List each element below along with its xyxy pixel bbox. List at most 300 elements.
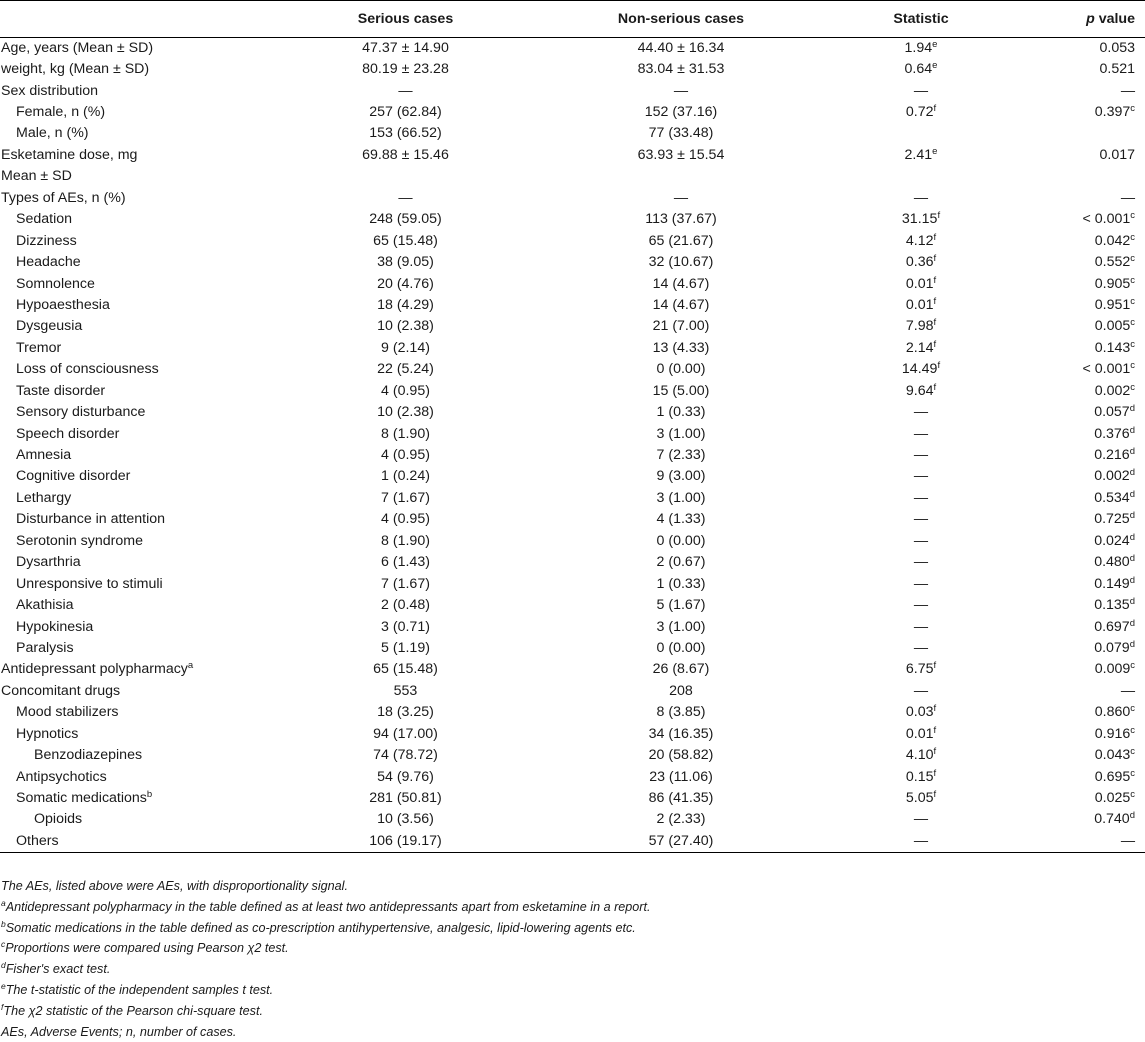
nonserious-cell: [526, 531, 836, 552]
nonserious-cell: [526, 466, 836, 487]
row-label-text: Cognitive disorder: [16, 468, 131, 485]
table-row: [0, 252, 1145, 273]
table-row: [0, 766, 1145, 787]
serious-cell: [285, 531, 526, 552]
statistic-cell-text: 2.41: [904, 146, 933, 163]
serious-cell-text: 7 (1.67): [381, 489, 430, 506]
footnote-text: The AEs, listed above were AEs, with disproportionality signal.: [1, 879, 348, 893]
p-value-cell: [1006, 59, 1145, 80]
serious-cell-text: 4 (0.95): [381, 511, 430, 528]
nonserious-cell-text: 20 (58.82): [648, 747, 714, 764]
statistic-cell-text: 0.36: [905, 254, 934, 271]
p-value-cell-text: < 0.001: [1082, 361, 1131, 378]
serious-cell: [285, 766, 526, 787]
statistic-cell-text: 6.75: [905, 661, 934, 678]
serious-cell-text: 553: [393, 682, 418, 699]
p-value-cell: [1006, 766, 1145, 787]
p-value-cell-footnote-mark: d: [1129, 446, 1135, 458]
row-label: [0, 359, 285, 380]
row-label: [0, 295, 285, 316]
p-value-cell-footnote-mark: c: [1130, 317, 1135, 329]
nonserious-cell: [526, 831, 836, 852]
nonserious-cell-text: 86 (41.35): [648, 790, 714, 807]
header-p-italic: p: [1086, 11, 1095, 27]
table-row: [0, 123, 1145, 144]
serious-cell: [285, 102, 526, 123]
footnote: [1, 876, 1141, 897]
table-row: [0, 724, 1145, 745]
serious-cell: [285, 466, 526, 487]
serious-cell-text: 4 (0.95): [381, 382, 430, 399]
row-label-text: Mood stabilizers: [16, 704, 119, 721]
table-row: [0, 166, 1145, 187]
table-row: [0, 381, 1145, 402]
statistic-cell-footnote-mark: f: [933, 338, 937, 350]
statistic-cell-text: —: [913, 511, 929, 528]
table-row: [0, 809, 1145, 830]
table-row: [0, 316, 1145, 337]
p-value-cell-footnote-mark: c: [1130, 381, 1135, 393]
p-value-cell-text: 0.005: [1094, 318, 1131, 335]
statistic-cell: [836, 745, 1006, 766]
nonserious-cell: [526, 745, 836, 766]
row-label: [0, 616, 285, 637]
row-label-text: Loss of consciousness: [16, 361, 159, 378]
table-row: [0, 788, 1145, 809]
statistic-cell-footnote-mark: f: [933, 103, 937, 115]
statistic-cell: [836, 831, 1006, 852]
table-row: [0, 445, 1145, 466]
statistic-cell-text: 4.12: [905, 232, 934, 249]
nonserious-cell-text: 1 (0.33): [656, 404, 706, 421]
row-label-text: Serotonin syndrome: [16, 532, 143, 549]
serious-cell: [285, 659, 526, 680]
table-row: [0, 702, 1145, 723]
p-value-cell-footnote-mark: c: [1130, 746, 1135, 758]
table-row: [0, 531, 1145, 552]
statistic-cell: [836, 466, 1006, 487]
statistic-cell: [836, 638, 1006, 659]
serious-cell: [285, 445, 526, 466]
p-value-cell: [1006, 681, 1145, 702]
footnote: [1, 1001, 1141, 1022]
footnote-text: The t-statistic of the independent samples t test.: [5, 982, 274, 997]
serious-cell-text: 257 (62.84): [369, 104, 442, 121]
serious-cell: [285, 552, 526, 573]
row-label: [0, 488, 285, 509]
statistic-cell: [836, 509, 1006, 530]
p-value-cell-footnote-mark: d: [1129, 403, 1135, 415]
p-value-cell-footnote-mark: d: [1129, 596, 1135, 608]
table-row: [0, 209, 1145, 230]
p-value-cell: [1006, 809, 1145, 830]
nonserious-cell-text: 1 (0.33): [656, 575, 706, 592]
serious-cell-text: 20 (4.76): [377, 275, 434, 292]
p-value-cell-footnote-mark: c: [1130, 767, 1135, 779]
p-value-cell-footnote-mark: c: [1130, 360, 1135, 372]
p-value-cell: [1006, 166, 1145, 187]
statistic-cell: [836, 766, 1006, 787]
statistic-cell: [836, 145, 1006, 166]
p-value-cell: [1006, 466, 1145, 487]
p-value-cell-footnote-mark: c: [1130, 210, 1135, 222]
nonserious-cell-text: 13 (4.33): [652, 339, 710, 356]
nonserious-cell: [526, 102, 836, 123]
row-label: [0, 466, 285, 487]
p-value-cell: [1006, 552, 1145, 573]
nonserious-cell: [526, 295, 836, 316]
table-row: [0, 230, 1145, 251]
nonserious-cell: [526, 381, 836, 402]
nonserious-cell-text: 3 (1.00): [656, 489, 706, 506]
nonserious-cell-text: 57 (27.40): [648, 832, 714, 849]
nonserious-cell-text: 2 (2.33): [656, 811, 706, 828]
p-value-cell: [1006, 252, 1145, 273]
nonserious-cell: [526, 252, 836, 273]
statistic-cell-text: —: [913, 404, 929, 421]
serious-cell: [285, 638, 526, 659]
serious-cell: [285, 188, 526, 209]
serious-cell: [285, 681, 526, 702]
row-label-text: Male, n (%): [16, 125, 89, 142]
p-value-cell-footnote-mark: c: [1130, 253, 1135, 265]
nonserious-cell-text: 113 (37.67): [645, 211, 717, 228]
statistic-cell: [836, 381, 1006, 402]
serious-cell: [285, 831, 526, 852]
serious-cell-text: 1 (0.24): [381, 468, 430, 485]
serious-cell-text: —: [398, 82, 413, 99]
row-label-text: Sensory disturbance: [16, 404, 146, 421]
statistic-cell-footnote-mark: f: [937, 210, 941, 222]
statistic-cell: [836, 252, 1006, 273]
nonserious-cell: [526, 123, 836, 144]
statistic-cell-text: 5.05: [905, 790, 934, 807]
serious-cell-text: 10 (2.38): [377, 404, 434, 421]
row-label-text: Benzodiazepines: [34, 747, 143, 764]
serious-cell: [285, 338, 526, 359]
statistic-cell-footnote-mark: f: [937, 360, 941, 372]
p-value-cell-footnote-mark: c: [1130, 338, 1135, 350]
row-label-text: Mean ± SD: [1, 168, 72, 185]
row-label: [0, 573, 285, 594]
statistic-cell: [836, 338, 1006, 359]
nonserious-cell-text: 65 (21.67): [648, 232, 714, 249]
statistic-cell: [836, 123, 1006, 144]
nonserious-cell: [526, 423, 836, 444]
serious-cell-text: 8 (1.90): [381, 425, 430, 442]
table-row: [0, 38, 1145, 59]
nonserious-cell: [526, 659, 836, 680]
serious-cell-text: 4 (0.95): [381, 447, 430, 464]
nonserious-cell: [526, 338, 836, 359]
p-value-cell: [1006, 188, 1145, 209]
statistic-cell: [836, 230, 1006, 251]
nonserious-cell-text: —: [673, 189, 689, 206]
p-value-cell-text: 0.017: [1099, 146, 1135, 163]
p-value-cell: [1006, 509, 1145, 530]
table-row: [0, 466, 1145, 487]
p-value-cell: [1006, 788, 1145, 809]
statistic-cell: [836, 102, 1006, 123]
row-label-text: Amnesia: [16, 447, 72, 464]
statistic-cell-text: 9.64: [905, 382, 934, 399]
statistic-cell-footnote-mark: f: [933, 724, 937, 736]
statistic-cell-text: —: [913, 575, 929, 592]
table-row: [0, 338, 1145, 359]
row-label-text: Sedation: [16, 211, 73, 228]
header-row: [0, 1, 1145, 38]
statistic-cell-footnote-mark: f: [933, 253, 937, 265]
nonserious-cell-text: 3 (1.00): [656, 618, 706, 635]
footnote-text: The χ2 statistic of the Pearson chi-square test.: [3, 1003, 263, 1018]
p-value-cell-footnote-mark: d: [1129, 574, 1135, 586]
p-value-cell-footnote-mark: d: [1129, 617, 1135, 629]
p-value-cell-text: 0.534: [1094, 489, 1130, 506]
nonserious-cell: [526, 552, 836, 573]
serious-cell-text: 94 (17.00): [373, 725, 438, 742]
p-value-cell-footnote-mark: d: [1129, 553, 1135, 565]
statistic-cell-footnote-mark: f: [933, 274, 937, 286]
serious-cell: [285, 252, 526, 273]
p-value-cell-text: 0.053: [1099, 39, 1135, 56]
statistic-cell-text: —: [913, 682, 929, 699]
footnote-text: Somatic medications in the table defined as co-prescription antihypertensive, analgesic, lipid-lowering agents etc.: [5, 920, 636, 935]
serious-cell: [285, 80, 526, 101]
serious-cell-text: 22 (5.24): [377, 361, 434, 378]
row-label-text: Age, years (Mean ± SD): [1, 39, 154, 56]
nonserious-cell-text: 26 (8.67): [652, 661, 710, 678]
table-row: [0, 273, 1145, 294]
statistic-cell: [836, 702, 1006, 723]
p-value-cell-text: 0.143: [1094, 339, 1131, 356]
serious-cell-text: 2 (0.48): [381, 597, 430, 614]
statistic-cell-text: —: [913, 425, 929, 442]
table-row: [0, 80, 1145, 101]
p-value-cell-text: 0.905: [1094, 275, 1131, 292]
footnote-text: Fisher's exact test.: [5, 962, 111, 977]
nonserious-cell-text: 32 (10.67): [648, 254, 714, 271]
nonserious-cell: [526, 616, 836, 637]
row-label-text: Lethargy: [16, 489, 72, 506]
p-value-cell-text: 0.397: [1094, 104, 1131, 121]
statistic-cell-text: 0.64: [904, 61, 933, 78]
footnote: [1, 1022, 1141, 1042]
statistic-cell: [836, 295, 1006, 316]
serious-cell-text: 106 (19.17): [369, 832, 442, 849]
row-label: [0, 38, 285, 59]
statistic-cell: [836, 166, 1006, 187]
statistic-cell-text: 7.98: [905, 318, 934, 335]
row-label: [0, 59, 285, 80]
row-label-text: Headache: [16, 254, 81, 271]
row-label-text: Dizziness: [16, 232, 77, 249]
statistic-cell-text: 4.10: [905, 747, 934, 764]
statistic-cell-footnote-mark: f: [933, 381, 937, 393]
nonserious-cell: [526, 38, 836, 59]
header-p-value: [1006, 1, 1145, 38]
nonserious-cell: [526, 273, 836, 294]
serious-cell-text: 9 (2.14): [381, 339, 430, 356]
footnote-mark: d: [1, 960, 6, 971]
nonserious-cell-text: 5 (1.67): [656, 597, 706, 614]
statistic-cell-footnote-mark: e: [932, 60, 938, 72]
statistic-cell: [836, 531, 1006, 552]
serious-cell: [285, 209, 526, 230]
table-body: [0, 38, 1145, 853]
row-label: [0, 531, 285, 552]
table-row: [0, 188, 1145, 209]
table-row: [0, 359, 1145, 380]
serious-cell: [285, 702, 526, 723]
nonserious-cell: [526, 145, 836, 166]
nonserious-cell-text: 14 (4.67): [652, 275, 710, 292]
statistic-cell-footnote-mark: f: [933, 789, 937, 801]
footnote: [1, 980, 1141, 1001]
serious-cell: [285, 402, 526, 423]
statistic-cell-footnote-mark: f: [933, 317, 937, 329]
table-row: [0, 59, 1145, 80]
p-value-cell: [1006, 616, 1145, 637]
row-label: [0, 595, 285, 616]
nonserious-cell: [526, 359, 836, 380]
statistic-cell: [836, 573, 1006, 594]
nonserious-cell: [526, 59, 836, 80]
p-value-cell: [1006, 702, 1145, 723]
statistic-cell: [836, 423, 1006, 444]
p-value-cell: [1006, 724, 1145, 745]
table-row: [0, 831, 1145, 852]
statistic-cell: [836, 488, 1006, 509]
serious-cell: [285, 788, 526, 809]
nonserious-cell-text: 0 (0.00): [656, 532, 706, 549]
serious-cell-text: 5 (1.19): [381, 639, 430, 656]
table-row: [0, 573, 1145, 594]
statistic-cell-footnote-mark: f: [933, 231, 937, 243]
row-label: [0, 552, 285, 573]
statistic-cell-text: 31.15: [901, 211, 938, 228]
serious-cell-text: 38 (9.05): [377, 254, 434, 271]
serious-cell-text: 8 (1.90): [381, 532, 430, 549]
serious-cell: [285, 423, 526, 444]
p-value-cell-text: 0.024: [1094, 532, 1130, 549]
row-label: [0, 252, 285, 273]
statistic-cell: [836, 552, 1006, 573]
row-label-text: Esketamine dose, mg: [1, 146, 138, 163]
footnote: [1, 897, 1141, 918]
p-value-cell-text: —: [1120, 82, 1135, 99]
serious-cell: [285, 145, 526, 166]
serious-cell: [285, 509, 526, 530]
table-row: [0, 595, 1145, 616]
row-label-text: Akathisia: [16, 597, 74, 614]
table-row: [0, 659, 1145, 680]
p-value-cell-text: —: [1120, 832, 1135, 849]
p-value-cell-text: 0.695: [1094, 768, 1131, 785]
nonserious-cell-text: 8 (3.85): [656, 704, 706, 721]
row-label-text: Sex distribution: [1, 82, 98, 99]
row-label: [0, 230, 285, 251]
p-value-cell-footnote-mark: c: [1130, 295, 1135, 307]
row-label: [0, 809, 285, 830]
row-label-text: Dysgeusia: [16, 318, 83, 335]
statistic-cell-text: —: [913, 447, 929, 464]
serious-cell-text: 47.37 ± 14.90: [362, 39, 449, 56]
serious-cell-text: 7 (1.67): [381, 575, 430, 592]
p-value-cell: [1006, 145, 1145, 166]
statistic-cell: [836, 80, 1006, 101]
row-label-text: Somnolence: [16, 275, 95, 292]
row-label: [0, 123, 285, 144]
statistic-cell-text: —: [913, 618, 929, 635]
footnote-text: AEs, Adverse Events; n, number of cases.: [1, 1024, 237, 1039]
header-p-rest: value: [1094, 11, 1135, 27]
serious-cell-text: 281 (50.81): [369, 790, 442, 807]
p-value-cell-text: 0.480: [1094, 554, 1130, 571]
statistic-cell-footnote-mark: f: [933, 660, 937, 672]
row-label: [0, 445, 285, 466]
nonserious-cell-text: 63.93 ± 15.54: [637, 146, 725, 163]
statistic-cell-text: —: [913, 189, 929, 206]
row-label: [0, 338, 285, 359]
statistic-cell: [836, 724, 1006, 745]
p-value-cell-text: 0.376: [1094, 425, 1130, 442]
nonserious-cell: [526, 681, 836, 702]
p-value-cell-text: 0.135: [1094, 597, 1130, 614]
statistic-cell-text: 0.72: [905, 104, 934, 121]
p-value-cell: [1006, 338, 1145, 359]
p-value-cell-text: 0.149: [1094, 575, 1130, 592]
footnote: [1, 959, 1141, 980]
p-value-cell-text: —: [1120, 682, 1135, 699]
p-value-cell-text: 0.552: [1094, 254, 1131, 271]
nonserious-cell-text: 7 (2.33): [656, 447, 706, 464]
footnote: [1, 938, 1141, 959]
table-row: [0, 745, 1145, 766]
serious-cell-text: 10 (3.56): [377, 811, 434, 828]
nonserious-cell: [526, 509, 836, 530]
serious-cell: [285, 59, 526, 80]
serious-cell: [285, 38, 526, 59]
statistic-cell-footnote-mark: e: [932, 38, 938, 50]
statistic-cell: [836, 273, 1006, 294]
p-value-cell-text: 0.079: [1094, 639, 1130, 656]
statistic-cell: [836, 616, 1006, 637]
nonserious-cell-text: 44.40 ± 16.34: [637, 39, 725, 56]
row-label: [0, 188, 285, 209]
nonserious-cell: [526, 595, 836, 616]
p-value-cell-footnote-mark: d: [1129, 531, 1135, 543]
row-label-text: Speech disorder: [16, 425, 120, 442]
p-value-cell: [1006, 381, 1145, 402]
row-label-text: Paralysis: [16, 639, 74, 656]
p-value-cell-footnote-mark: c: [1130, 724, 1135, 736]
p-value-cell-text: 0.025: [1094, 790, 1131, 807]
row-label-footnote-mark: a: [187, 660, 194, 672]
row-label-text: Hypoaesthesia: [16, 296, 110, 313]
row-label-text: Taste disorder: [16, 382, 106, 399]
p-value-cell-text: 0.216: [1094, 447, 1130, 464]
row-label-text: Hypokinesia: [16, 618, 94, 635]
serious-cell-text: 3 (0.71): [381, 618, 430, 635]
header-statistic: Statistic: [836, 1, 1006, 38]
nonserious-cell: [526, 230, 836, 251]
row-label: [0, 681, 285, 702]
statistic-cell-text: —: [913, 489, 929, 506]
nonserious-cell: [526, 166, 836, 187]
p-value-cell-footnote-mark: c: [1130, 660, 1135, 672]
p-value-cell-text: 0.725: [1094, 511, 1130, 528]
nonserious-cell-text: 4 (1.33): [656, 511, 706, 528]
